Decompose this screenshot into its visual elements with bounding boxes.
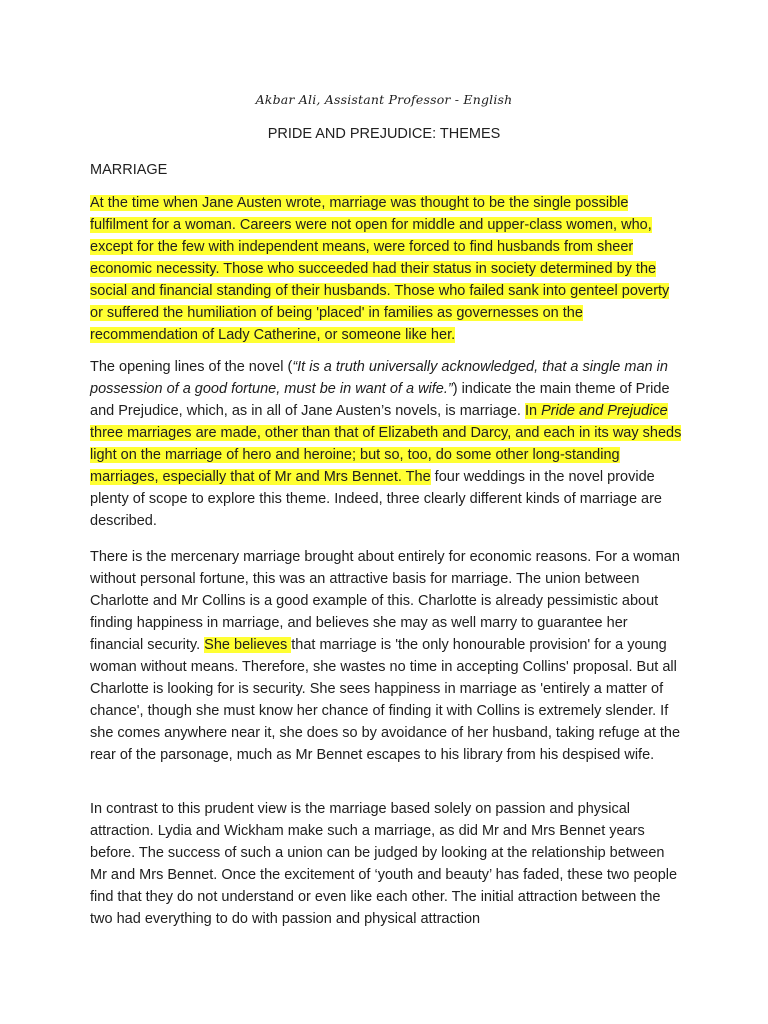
document-title: PRIDE AND PREJUDICE: THEMES — [267, 126, 501, 142]
paragraph-text: that marriage is 'the only honourable provision' for a young woman without means. Therefore, she wastes no time in accepting Collins' proposal. But all Charlotte is looking for is security. She sees happiness in marriage as 'entirely a matter of chance', though she must know her chance of finding it with Collins is extremely slender. If she comes anywhere near it, she does so by avoidance of her husband, taking refuge at the rear of the parsonage, much as Mr Bennet escapes to his library from his despised wife. — [90, 637, 681, 763]
highlighted-text: In — [524, 403, 542, 419]
highlighted-text: three marriages are made, other than that of Elizabeth and Darcy, and each in its way sheds light on the marriage of hero and heroine; but so, too, do some other long-standing marriages, especially that of Mr and Mrs Bennet. The — [90, 425, 682, 485]
highlighted-book-title: Pride and Prejudice — [541, 403, 668, 419]
paragraph-text: There is the mercenary marriage brought about entirely for economic reasons. For a woman without personal fortune, this was an attractive basis for marriage. The union between Charlotte and Mr Collins is a good example of this. Charlotte is already pessimistic about finding happiness in marriage, and believes she may as well marry to guarantee her financial security. — [90, 549, 680, 653]
paragraph-4: In contrast to this prudent view is the marriage based solely on passion and physical attraction. Lydia and Wickham make such a marriage, as did Mr and Mrs Bennet years before. The success of such a union can be judged by looking at the relationship between Mr and Mrs Bennet. Once the excitement of ‘youth and beauty’ has faded, these two people find that they do not understand or even like each other. The initial attraction between the two had everything to do with passion and physical attraction — [90, 801, 678, 927]
paragraph-1 — [90, 192, 682, 346]
highlighted-text: At the time when Jane Austen wrote, marriage was thought to be the single possible fulfilment for a woman. Careers were not open for middle and upper-class women, who, except for the few with independent means, were forced to find husbands from sheer economic necessity. Those who succeeded had their status in society determined by the social and financial standing of their husbands. Those who failed sank into genteel poverty or suffered the humiliation of being 'placed' in families as governesses on the recommendation of Lady Catherine, or someone like her. — [90, 195, 670, 343]
author-line: Akbar Ali, Assistant Professor - English — [255, 92, 513, 107]
highlighted-text: She believes — [204, 637, 292, 653]
paragraph-text: The opening lines of the novel ( — [90, 359, 293, 375]
paragraph-text: ) indicate the main theme of Pride and Prejudice, which, as in all of Jane Austen’s novels, is marriage. — [90, 381, 670, 419]
section-heading: MARRIAGE — [90, 162, 168, 178]
paragraph-2 — [90, 356, 682, 532]
paragraph-3 — [90, 546, 682, 766]
paragraph-text: four weddings in the novel provide plenty of scope to explore this theme. Indeed, three clearly different kinds of marriage are described. — [90, 469, 662, 529]
opening-quote: “It is a truth universally acknowledged, that a single man in possession of a good fortune, must be in want of a wife.” — [90, 359, 668, 397]
